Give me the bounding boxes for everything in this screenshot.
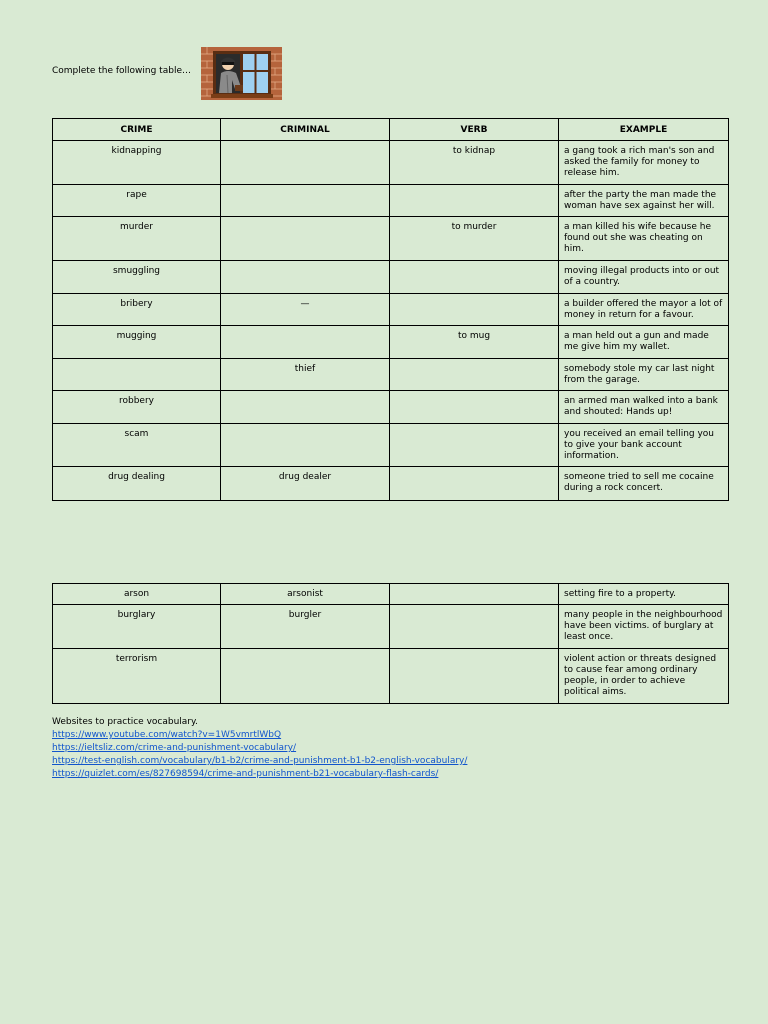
cell-verb bbox=[390, 605, 559, 649]
cell-criminal bbox=[221, 326, 390, 359]
cell-criminal bbox=[221, 217, 390, 261]
cell-crime: smuggling bbox=[53, 261, 221, 294]
cell-verb: to kidnap bbox=[390, 141, 559, 185]
table-row bbox=[53, 261, 729, 294]
table-row bbox=[53, 605, 729, 649]
header-example: EXAMPLE bbox=[559, 119, 729, 141]
cell-crime bbox=[53, 359, 221, 391]
cell-example: a man killed his wife because he found out she was cheating on him. bbox=[559, 217, 729, 261]
cell-verb: to mug bbox=[390, 326, 559, 359]
cell-criminal bbox=[221, 649, 390, 704]
cell-example: an armed man walked into a bank and shouted: Hands up! bbox=[559, 391, 729, 424]
website-link[interactable]: https://www.youtube.com/watch?v=1W5vmrtlWbQ bbox=[52, 730, 282, 740]
cell-example: a builder offered the mayor a lot of money in return for a favour. bbox=[559, 294, 729, 326]
cell-verb bbox=[390, 185, 559, 217]
cell-verb: to murder bbox=[390, 217, 559, 261]
cell-criminal: drug dealer bbox=[221, 467, 390, 501]
table-row bbox=[53, 359, 729, 391]
cell-crime: drug dealing bbox=[53, 467, 221, 501]
cell-example: violent action or threats designed to cause fear among ordinary people, in order to achieve political aims. bbox=[559, 649, 729, 704]
cell-crime: arson bbox=[53, 584, 221, 605]
table-row bbox=[53, 391, 729, 424]
crime-table bbox=[52, 118, 729, 501]
cell-verb bbox=[390, 261, 559, 294]
cell-verb bbox=[390, 584, 559, 605]
cell-example: setting fire to a property. bbox=[559, 584, 729, 605]
table-row bbox=[53, 649, 729, 704]
cell-verb bbox=[390, 467, 559, 501]
table-row bbox=[53, 185, 729, 217]
cell-example: someone tried to sell me cocaine during a rock concert. bbox=[559, 467, 729, 501]
cell-verb bbox=[390, 649, 559, 704]
cell-criminal bbox=[221, 141, 390, 185]
burglar-window-icon bbox=[201, 47, 282, 100]
cell-criminal bbox=[221, 261, 390, 294]
header-criminal: CRIMINAL bbox=[221, 119, 390, 141]
cell-crime: rape bbox=[53, 185, 221, 217]
cell-crime: murder bbox=[53, 217, 221, 261]
cell-crime: scam bbox=[53, 424, 221, 467]
cell-criminal: thief bbox=[221, 359, 390, 391]
websites-section bbox=[52, 716, 467, 781]
table-header-row bbox=[53, 119, 729, 141]
crime-table-extra bbox=[52, 583, 729, 704]
cell-criminal bbox=[221, 185, 390, 217]
table-row bbox=[53, 326, 729, 359]
website-link[interactable]: https://ieltsliz.com/crime-and-punishment-vocabulary/ bbox=[52, 743, 297, 753]
cell-crime: mugging bbox=[53, 326, 221, 359]
cell-crime: terrorism bbox=[53, 649, 221, 704]
header-verb: VERB bbox=[390, 119, 559, 141]
table-row bbox=[53, 217, 729, 261]
cell-verb bbox=[390, 359, 559, 391]
website-link[interactable]: https://quizlet.com/es/827698594/crime-and-punishment-b21-vocabulary-flash-cards/ bbox=[52, 769, 439, 779]
cell-verb bbox=[390, 294, 559, 326]
table-row bbox=[53, 294, 729, 326]
cell-verb bbox=[390, 424, 559, 467]
cell-example: a man held out a gun and made me give him my wallet. bbox=[559, 326, 729, 359]
table-row bbox=[53, 141, 729, 185]
table-row bbox=[53, 467, 729, 501]
cell-criminal bbox=[221, 424, 390, 467]
cell-criminal: burgler bbox=[221, 605, 390, 649]
cell-criminal: — bbox=[221, 294, 390, 326]
cell-crime: kidnapping bbox=[53, 141, 221, 185]
cell-crime: burglary bbox=[53, 605, 221, 649]
header-crime: CRIME bbox=[53, 119, 221, 141]
table-row bbox=[53, 424, 729, 467]
cell-example: somebody stole my car last night from the garage. bbox=[559, 359, 729, 391]
cell-crime: robbery bbox=[53, 391, 221, 424]
websites-heading: Websites to practice vocabulary. bbox=[52, 717, 198, 727]
table-row bbox=[53, 584, 729, 605]
cell-example: after the party the man made the woman have sex against her will. bbox=[559, 185, 729, 217]
cell-criminal bbox=[221, 391, 390, 424]
website-link[interactable]: https://test-english.com/vocabulary/b1-b2/crime-and-punishment-b1-b2-english-vocabulary/ bbox=[52, 756, 468, 766]
cell-crime: bribery bbox=[53, 294, 221, 326]
cell-example: a gang took a rich man's son and asked the family for money to release him. bbox=[559, 141, 729, 185]
cell-verb bbox=[390, 391, 559, 424]
instruction-text: Complete the following table… bbox=[52, 66, 191, 76]
cell-criminal: arsonist bbox=[221, 584, 390, 605]
cell-example: you received an email telling you to give your bank account information. bbox=[559, 424, 729, 467]
cell-example: many people in the neighbourhood have been victims. of burglary at least once. bbox=[559, 605, 729, 649]
cell-example: moving illegal products into or out of a country. bbox=[559, 261, 729, 294]
